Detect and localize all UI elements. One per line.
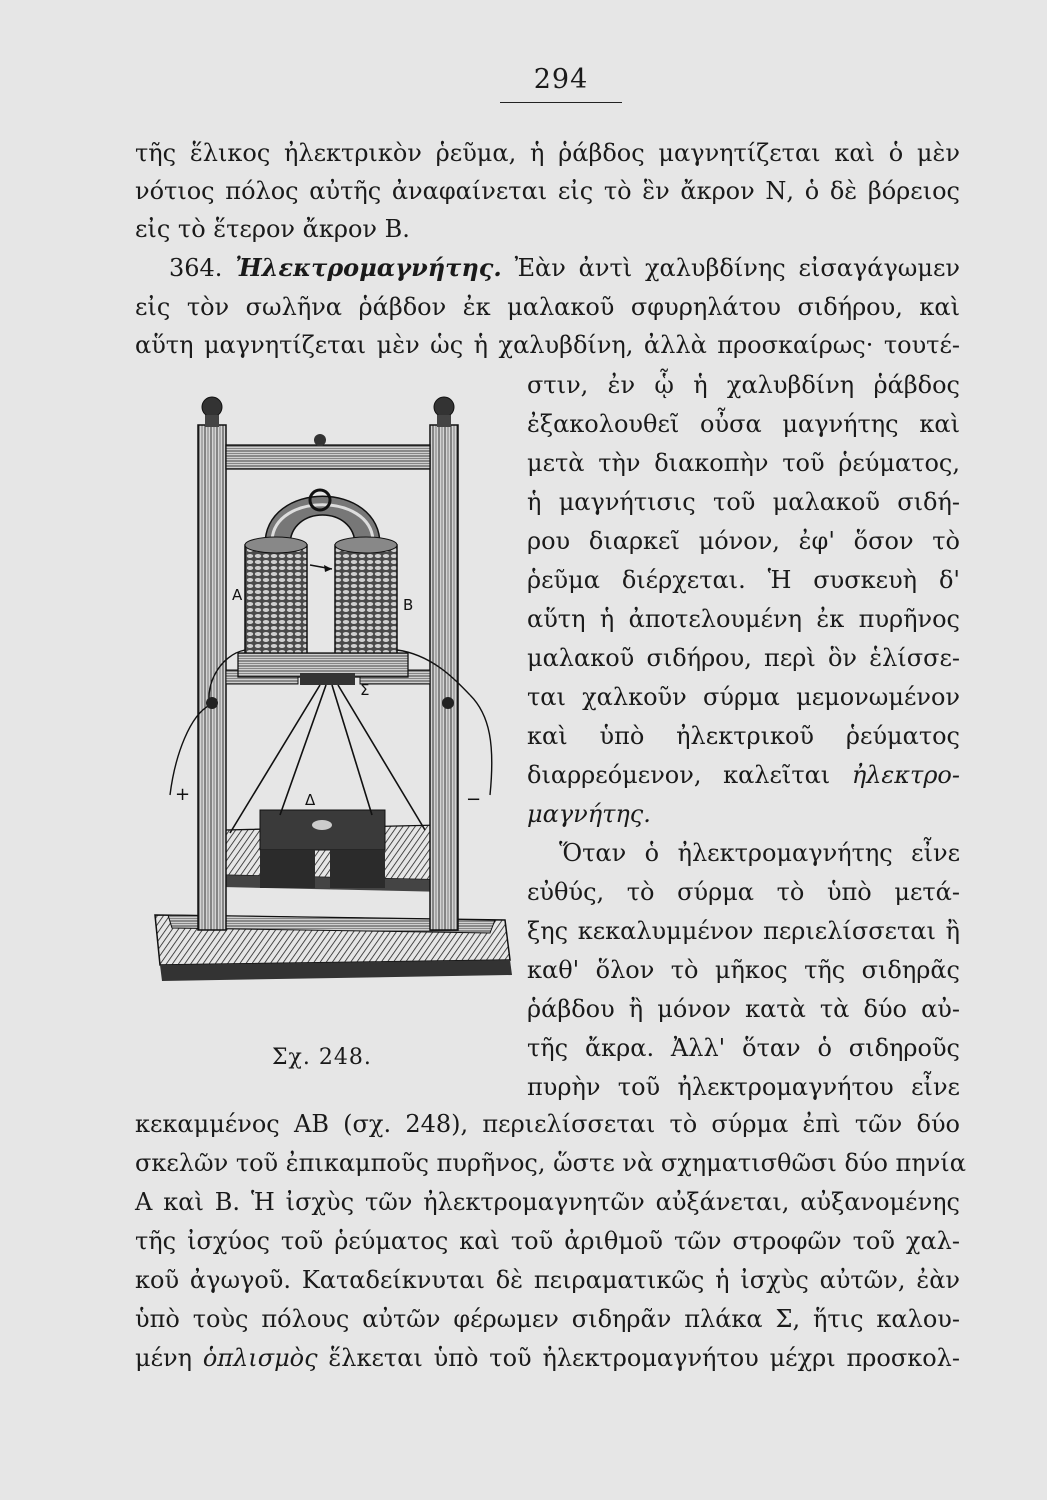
text-fragment: Ὅταν ὁ ἠλεκτρομαγνήτης εἶνε: [559, 839, 960, 867]
coil-a: [245, 537, 307, 660]
text-line: εἰς τὸ ἕτερον ἄκρον Β.: [135, 215, 410, 243]
label-plus: +: [175, 784, 191, 805]
text-line: ὑπὸ τοὺς πόλους αὐτῶν φέρωμεν σιδηρᾶν πλάκα Σ, ἥτις καλου-: [135, 1305, 960, 1333]
page-number: 294: [533, 64, 589, 95]
term-armature: ὁπλισμὸς: [202, 1344, 318, 1372]
left-knob: [202, 397, 222, 417]
text-line: πυρὴν τοῦ ἠλεκτρομαγνήτου εἶνε: [527, 1073, 960, 1101]
terminal-left: [206, 697, 218, 709]
coil-b: [335, 537, 397, 660]
right-post: [430, 425, 458, 930]
section-first-line: Ἐὰν ἀντὶ χαλυβδίνης εἰσαγάγωμεν: [514, 254, 960, 282]
text-fragment: ἕλκεται ὑπὸ τοῦ ἠλεκτρομαγνήτου μέχρι προσκολ-: [328, 1344, 960, 1372]
text-line: ξης κεκαλυμμένον περιελίσσεται ἢ: [527, 917, 960, 945]
text-line: ῥάβδου ἢ μόνον κατὰ τὰ δύο αὐ-: [527, 995, 960, 1023]
text-line: ἐξακολουθεῖ οὖσα μαγνήτης καὶ: [527, 410, 960, 438]
section-heading-line: [135, 250, 960, 286]
text-line: ρου διαρκεῖ μόνον, ἐφ' ὅσον τὸ: [527, 527, 960, 555]
label-delta: Δ: [305, 791, 316, 809]
armature-plate: [300, 673, 355, 685]
text-line: αὕτη ἡ ἀποτελουμένη ἐκ πυρῆνος: [527, 605, 960, 633]
figure-caption: Σχ. 248.: [272, 1045, 372, 1070]
header-rule: [500, 102, 622, 103]
text-line: σκελῶν τοῦ ἐπικαμποῦς πυρῆνος, ὥστε νὰ σχηματισθῶσι δύο πηνία: [135, 1149, 966, 1177]
text-line: [527, 757, 960, 793]
text-line: Α καὶ Β. Ἡ ἰσχὺς τῶν ἠλεκτρομαγνητῶν αὐξάνεται, αὐξανομένης: [135, 1188, 960, 1216]
terminal-right: [442, 697, 454, 709]
text-fragment: διαρρεόμενον, καλεῖται: [527, 761, 831, 789]
section-number: 364.: [169, 254, 223, 282]
text-line: τῆς ἰσχύος τοῦ ῥεύματος καὶ τοῦ ἀριθμοῦ τῶν στροφῶν τοῦ χαλ-: [135, 1227, 960, 1255]
text-line: μετὰ τὴν διακοπὴν τοῦ ῥεύματος,: [527, 449, 960, 477]
label-a: A: [232, 586, 243, 604]
text-line: [527, 835, 960, 871]
label-minus: −: [466, 789, 482, 810]
left-post: [198, 425, 226, 930]
term-electromagnet-end: μαγνήτης.: [527, 800, 651, 828]
text-line: εἰς τὸν σωλῆνα ῥάβδον ἐκ μαλακοῦ σφυρηλάτου σιδήρου, καὶ: [135, 293, 960, 321]
text-line: στιν, ἐν ᾧ ἡ χαλυβδίνη ῥάβδος: [527, 371, 960, 399]
text-line: [135, 1340, 960, 1376]
text-line: [527, 796, 960, 832]
text-line: μαλακοῦ σιδήρου, περὶ ὃν ἑλίσσε-: [527, 644, 960, 672]
section-title: Ἠλεκτρομαγνήτης.: [235, 253, 502, 282]
text-line: αὕτη μαγνητίζεται μὲν ὡς ἡ χαλυβδίνη, ἀλλὰ προσκαίρως· τουτέ-: [135, 331, 960, 359]
label-b: B: [403, 596, 414, 614]
text-line: τῆς ἕλικος ἠλεκτρικὸν ῥεῦμα, ἡ ῥάβδος μαγνητίζεται καὶ ὁ μὲν: [135, 139, 960, 167]
text-line: ται χαλκοῦν σύρμα μεμονωμένον: [527, 683, 960, 711]
text-fragment: μένη: [135, 1344, 192, 1372]
term-electromagnet: ἠλεκτρο-: [851, 761, 960, 789]
text-line: ῥεῦμα διέρχεται. Ἡ συσκευὴ δ': [527, 566, 960, 594]
label-sigma: Σ: [360, 681, 370, 699]
text-line: τῆς ἄκρα. Ἀλλ' ὅταν ὁ σιδηροῦς: [527, 1034, 960, 1062]
text-line: εὐθύς, τὸ σύρμα τὸ ὑπὸ μετά-: [527, 878, 960, 906]
right-knob: [434, 397, 454, 417]
electromagnet-figure: [150, 385, 520, 1045]
text-line: νότιος πόλος αὐτῆς ἀναφαίνεται εἰς τὸ ἓν ἄκρον Ν, ὁ δὲ βόρειος: [135, 177, 960, 205]
top-beam: [226, 445, 430, 469]
text-line: καὶ ὑπὸ ἠλεκτρικοῦ ῥεύματος: [527, 722, 960, 750]
text-line: κεκαμμένος ΑΒ (σχ. 248), περιελίσσεται τὸ σύρμα ἐπὶ τῶν δύο: [135, 1110, 960, 1138]
text-line: κοῦ ἀγωγοῦ. Καταδείκνυται δὲ πειραματικῶς ἡ ἰσχὺς αὐτῶν, ἐὰν: [135, 1266, 960, 1294]
text-line: καθ' ὅλον τὸ μῆκος τῆς σιδηρᾶς: [527, 956, 960, 984]
text-line: ἡ μαγνήτισις τοῦ μαλακοῦ σιδή-: [527, 488, 960, 516]
